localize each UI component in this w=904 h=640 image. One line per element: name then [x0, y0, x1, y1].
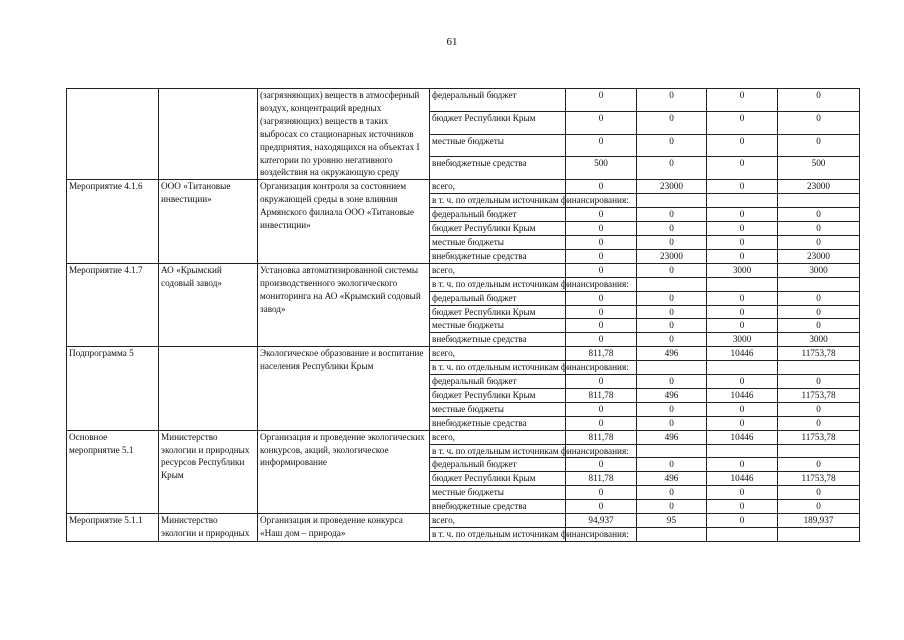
executor-name: Министерство экологии и природных: [159, 514, 258, 542]
amount-year: 0: [637, 111, 707, 134]
amount-year: 0: [637, 157, 707, 180]
funding-source: местные бюджеты: [430, 319, 566, 333]
amount-total: 0: [778, 291, 860, 305]
amount-year: 0: [707, 89, 778, 112]
amount-year: 10446: [707, 430, 778, 444]
amount-year: 811,78: [566, 472, 637, 486]
measure-description: Организация и проведение экологических конкурсов, акций, экологическое информирование: [258, 430, 430, 513]
amount-year: 3000: [707, 263, 778, 277]
table-row: [67, 430, 860, 444]
amount-year: 0: [566, 305, 637, 319]
amount-total: 11753,78: [778, 472, 860, 486]
amount-total: 3000: [778, 333, 860, 347]
amount-year: 0: [637, 375, 707, 389]
amount-total: 0: [778, 134, 860, 157]
amount-year: 0: [707, 208, 778, 222]
amount-year: 0: [637, 222, 707, 236]
measure-name: Мероприятие 5.1.1: [67, 514, 159, 542]
amount-total: 11753,78: [778, 430, 860, 444]
amount-year: 0: [637, 500, 707, 514]
executor-name: [159, 347, 258, 430]
amount-total: 0: [778, 235, 860, 249]
funding-source: в т. ч. по отдельным источникам финансирования:: [430, 277, 566, 291]
amount-year: 496: [637, 388, 707, 402]
measure-description: Организация и проведение конкурса «Наш дом – природа»: [258, 514, 430, 542]
executor-name: [159, 89, 258, 180]
measure-name: Подпрограмма 5: [67, 347, 159, 430]
amount-total: 11753,78: [778, 347, 860, 361]
amount-total: [778, 444, 860, 458]
amount-year: 0: [566, 319, 637, 333]
amount-year: 0: [637, 208, 707, 222]
amount-year: 0: [707, 235, 778, 249]
measure-description: Организация контроля за состоянием окружающей среды в зоне влияния Армянского филиала ООО «Титановые инвестиции»: [258, 180, 430, 263]
amount-year: 0: [566, 375, 637, 389]
executor-name: ООО «Титановые инвестиции»: [159, 180, 258, 263]
table-row: [67, 347, 860, 361]
amount-total: [778, 194, 860, 208]
amount-year: 0: [707, 402, 778, 416]
amount-year: 3000: [707, 333, 778, 347]
measure-description: Экологическое образование и воспитание населения Республики Крым: [258, 347, 430, 430]
amount-year: [707, 444, 778, 458]
amount-year: 811,78: [566, 430, 637, 444]
amount-year: 0: [637, 235, 707, 249]
amount-year: 10446: [707, 472, 778, 486]
amount-year: 94,937: [566, 514, 637, 528]
amount-year: 0: [637, 402, 707, 416]
funding-source: бюджет Республики Крым: [430, 305, 566, 319]
funding-source: внебюджетные средства: [430, 500, 566, 514]
amount-year: 0: [707, 111, 778, 134]
amount-year: [707, 361, 778, 375]
amount-total: 0: [778, 375, 860, 389]
funding-source: федеральный бюджет: [430, 291, 566, 305]
amount-year: 0: [707, 514, 778, 528]
amount-year: 23000: [637, 180, 707, 194]
amount-year: 0: [637, 486, 707, 500]
measure-description: (загрязняющих) веществ в атмосферный воздух, концентраций вредных (загрязняющих) веществ в таких выбросах со стационарных источников предприятия, находящихся на объектах I категории по уровню негативного воздействия на окружающую среду: [258, 89, 430, 180]
amount-total: 0: [778, 416, 860, 430]
amount-year: 0: [707, 291, 778, 305]
funding-source: федеральный бюджет: [430, 458, 566, 472]
table-row: [67, 514, 860, 528]
amount-year: 0: [566, 333, 637, 347]
funding-source: бюджет Республики Крым: [430, 111, 566, 134]
amount-year: 0: [566, 235, 637, 249]
page-number: 61: [446, 36, 458, 48]
amount-year: 0: [566, 263, 637, 277]
funding-source: бюджет Республики Крым: [430, 222, 566, 236]
amount-year: 0: [566, 402, 637, 416]
funding-source: в т. ч. по отдельным источникам финансирования:: [430, 444, 566, 458]
amount-total: [778, 277, 860, 291]
funding-source: бюджет Республики Крым: [430, 388, 566, 402]
amount-year: 0: [566, 111, 637, 134]
amount-year: 0: [707, 458, 778, 472]
table-row: [67, 263, 860, 277]
amount-total: 0: [778, 319, 860, 333]
amount-year: 0: [637, 416, 707, 430]
amount-year: 0: [707, 157, 778, 180]
funding-source: местные бюджеты: [430, 235, 566, 249]
funding-source: в т. ч. по отдельным источникам финансирования:: [430, 194, 566, 208]
amount-year: [707, 528, 778, 542]
amount-year: 0: [637, 333, 707, 347]
funding-source: бюджет Республики Крым: [430, 472, 566, 486]
amount-year: 0: [566, 134, 637, 157]
amount-year: [707, 194, 778, 208]
measure-name: Мероприятие 4.1.6: [67, 180, 159, 263]
amount-total: 0: [778, 89, 860, 112]
amount-total: 189,937: [778, 514, 860, 528]
budget-table: [66, 88, 860, 542]
table-row: [67, 89, 860, 112]
funding-source: всего,: [430, 180, 566, 194]
amount-total: 500: [778, 157, 860, 180]
amount-year: 0: [637, 458, 707, 472]
amount-year: 0: [707, 249, 778, 263]
funding-source: всего,: [430, 347, 566, 361]
funding-source: внебюджетные средства: [430, 333, 566, 347]
funding-source: всего,: [430, 430, 566, 444]
amount-year: 500: [566, 157, 637, 180]
funding-source: внебюджетные средства: [430, 249, 566, 263]
amount-year: 0: [707, 180, 778, 194]
amount-year: [707, 277, 778, 291]
amount-year: [637, 444, 707, 458]
amount-year: 0: [637, 319, 707, 333]
amount-year: 0: [566, 222, 637, 236]
funding-source: в т. ч. по отдельным источникам финансирования:: [430, 361, 566, 375]
amount-year: 0: [707, 375, 778, 389]
amount-total: [778, 528, 860, 542]
measure-name: Основное мероприятие 5.1: [67, 430, 159, 513]
table-row: [67, 180, 860, 194]
amount-year: 0: [707, 500, 778, 514]
amount-year: 23000: [637, 249, 707, 263]
amount-total: 11753,78: [778, 388, 860, 402]
amount-year: [637, 194, 707, 208]
amount-year: [637, 361, 707, 375]
amount-year: 496: [637, 347, 707, 361]
amount-year: 0: [566, 249, 637, 263]
funding-source: внебюджетные средства: [430, 416, 566, 430]
amount-year: 0: [707, 416, 778, 430]
amount-year: 0: [637, 134, 707, 157]
measure-description: Установка автоматизированной системы производственного экологического мониторинга на АО «Крымский содовый завод»: [258, 263, 430, 346]
amount-year: 0: [707, 486, 778, 500]
amount-total: 0: [778, 500, 860, 514]
amount-total: 23000: [778, 180, 860, 194]
amount-year: 496: [637, 472, 707, 486]
executor-name: АО «Крымский содовый завод»: [159, 263, 258, 346]
amount-year: 496: [637, 430, 707, 444]
amount-year: [637, 277, 707, 291]
amount-total: 0: [778, 222, 860, 236]
amount-year: 0: [707, 222, 778, 236]
amount-year: 10446: [707, 347, 778, 361]
amount-year: 0: [566, 291, 637, 305]
amount-year: [637, 528, 707, 542]
executor-name: Министерство экологии и природных ресурсов Республики Крым: [159, 430, 258, 513]
amount-year: 10446: [707, 388, 778, 402]
amount-year: 0: [707, 305, 778, 319]
amount-year: 0: [566, 458, 637, 472]
funding-source: федеральный бюджет: [430, 375, 566, 389]
amount-year: 811,78: [566, 347, 637, 361]
amount-year: 0: [566, 416, 637, 430]
funding-source: в т. ч. по отдельным источникам финансирования:: [430, 528, 566, 542]
amount-year: 811,78: [566, 388, 637, 402]
measure-name: [67, 89, 159, 180]
funding-source: федеральный бюджет: [430, 89, 566, 112]
amount-year: 0: [637, 89, 707, 112]
funding-source: местные бюджеты: [430, 402, 566, 416]
amount-total: 0: [778, 305, 860, 319]
amount-total: [778, 361, 860, 375]
amount-year: 0: [566, 500, 637, 514]
amount-total: 23000: [778, 249, 860, 263]
amount-year: 0: [566, 180, 637, 194]
amount-year: 0: [637, 291, 707, 305]
amount-total: 0: [778, 402, 860, 416]
funding-source: местные бюджеты: [430, 134, 566, 157]
funding-source: федеральный бюджет: [430, 208, 566, 222]
amount-total: 0: [778, 111, 860, 134]
amount-total: 0: [778, 208, 860, 222]
amount-total: 0: [778, 458, 860, 472]
funding-source: внебюджетные средства: [430, 157, 566, 180]
amount-total: 3000: [778, 263, 860, 277]
amount-year: 0: [566, 208, 637, 222]
amount-year: 0: [637, 305, 707, 319]
amount-total: 0: [778, 486, 860, 500]
funding-source: всего,: [430, 514, 566, 528]
amount-year: 95: [637, 514, 707, 528]
amount-year: 0: [637, 263, 707, 277]
measure-name: Мероприятие 4.1.7: [67, 263, 159, 346]
funding-source: местные бюджеты: [430, 486, 566, 500]
funding-source: всего,: [430, 263, 566, 277]
amount-year: 0: [707, 319, 778, 333]
amount-year: 0: [566, 89, 637, 112]
amount-year: 0: [707, 134, 778, 157]
amount-year: 0: [566, 486, 637, 500]
